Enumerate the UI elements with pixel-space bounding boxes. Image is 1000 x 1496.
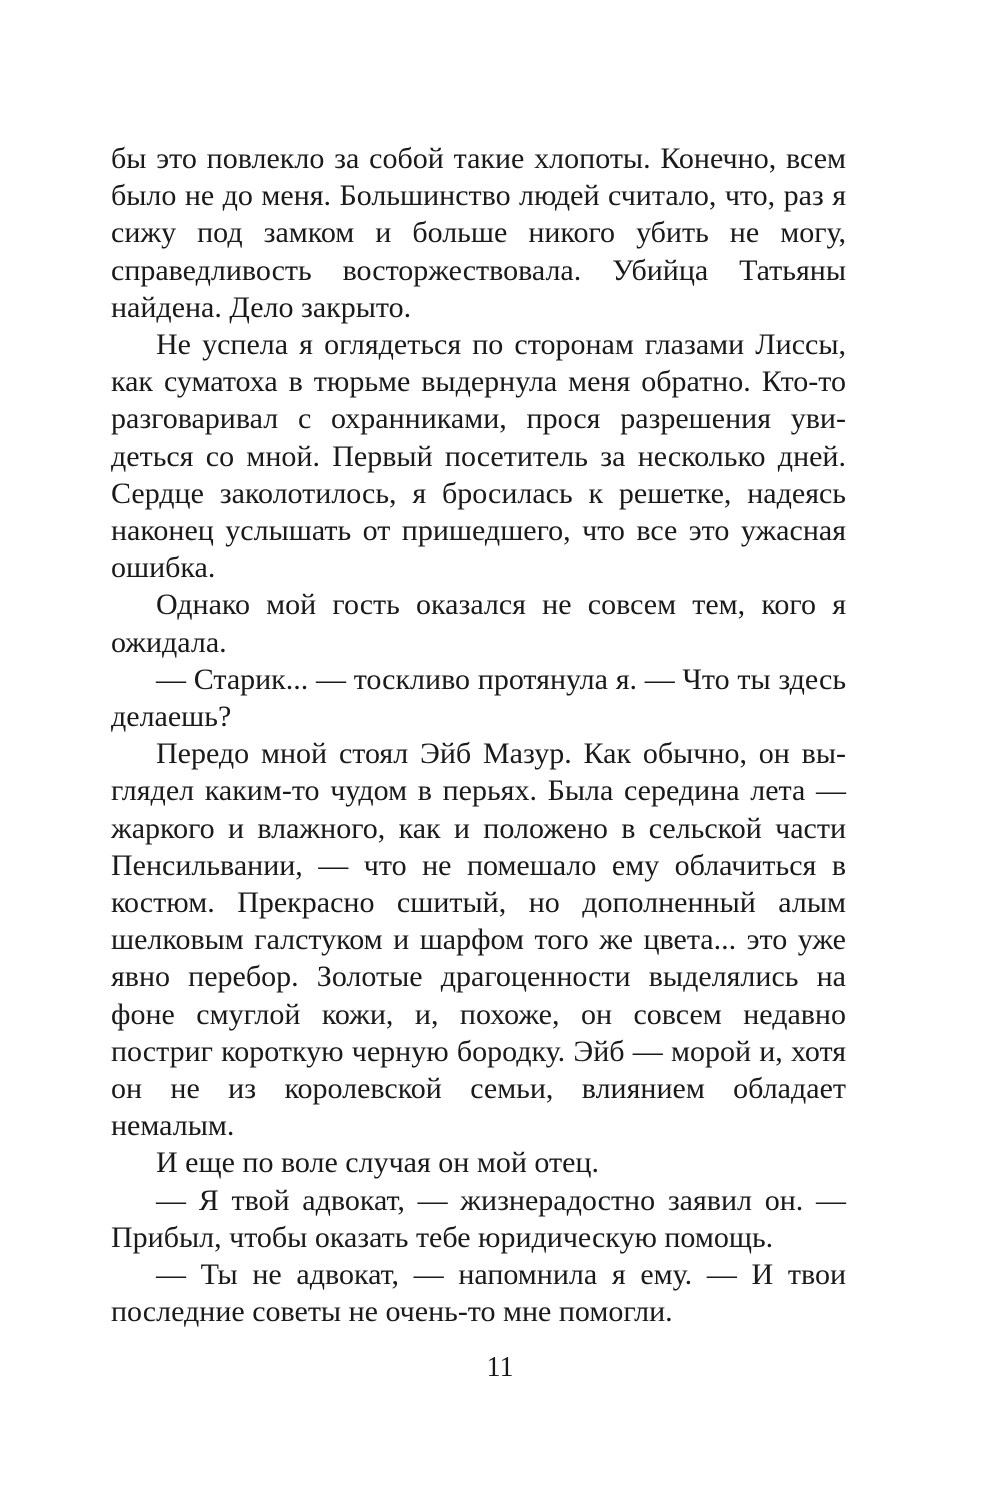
page-number: 11	[486, 1352, 514, 1383]
page-body-text	[111, 140, 846, 1331]
paragraph-7: — Я твой адвокат, — жизнерадостно заявил он. — Прибыл, чтобы оказать тебе юридическую помощь.	[111, 1183, 846, 1254]
paragraph-3: Однако мой гость оказался не совсем тем, кого я ожидала.	[111, 588, 846, 659]
paragraph-8: — Ты не адвокат, — напомнила я ему. — И твои последние советы не очень-то мне помогли.	[111, 1258, 846, 1329]
paragraph-6: И еще по воле случая он мой отец.	[156, 1146, 599, 1180]
paragraph-5: Передо мной стоял Эйб Мазур. Как обычно, он выглядел каким-то чудом в перьях. Была середина лета — жаркого и влажного, как и положено в сельской части Пенсильвании, — что не помешало ему облачиться в костюм. Прекрасно сшитый, но дополненный алым шелковым галстуком и шарфом того же цвета... это уже явно перебор. Золотые драгоценности выделялись на фоне смуглой кожи, и, похоже, он совсем недавно постриг короткую черную бородку. Эйб — морой и, хотя он не из королевской семьи, влиянием обладает немалым.	[111, 737, 846, 1143]
paragraph-2: Не успела я оглядеться по сторонам глазами Лиссы, как суматоха в тюрьме выдернула меня обратно. Кто-то разговаривал с охранниками, прося разрешения увидеться со мной. Первый посетитель за несколько дней. Сердце заколотилось, я бросилась к решетке, надеясь наконец услышать от пришедшего, что все это ужасная ошибка.	[111, 328, 846, 585]
paragraph-4: — Старик... — тоскливо протянула я. — Что ты здесь делаешь?	[111, 662, 846, 734]
paragraph-1: бы это повлекло за собой такие хлопоты. Конечно, всем было не до меня. Большинство людей считало, что, раз я сижу под замком и больше никого убить не могу, справедливость восторжествовала. Убийца Татьяны найдена. Дело закрыто.	[111, 142, 846, 324]
